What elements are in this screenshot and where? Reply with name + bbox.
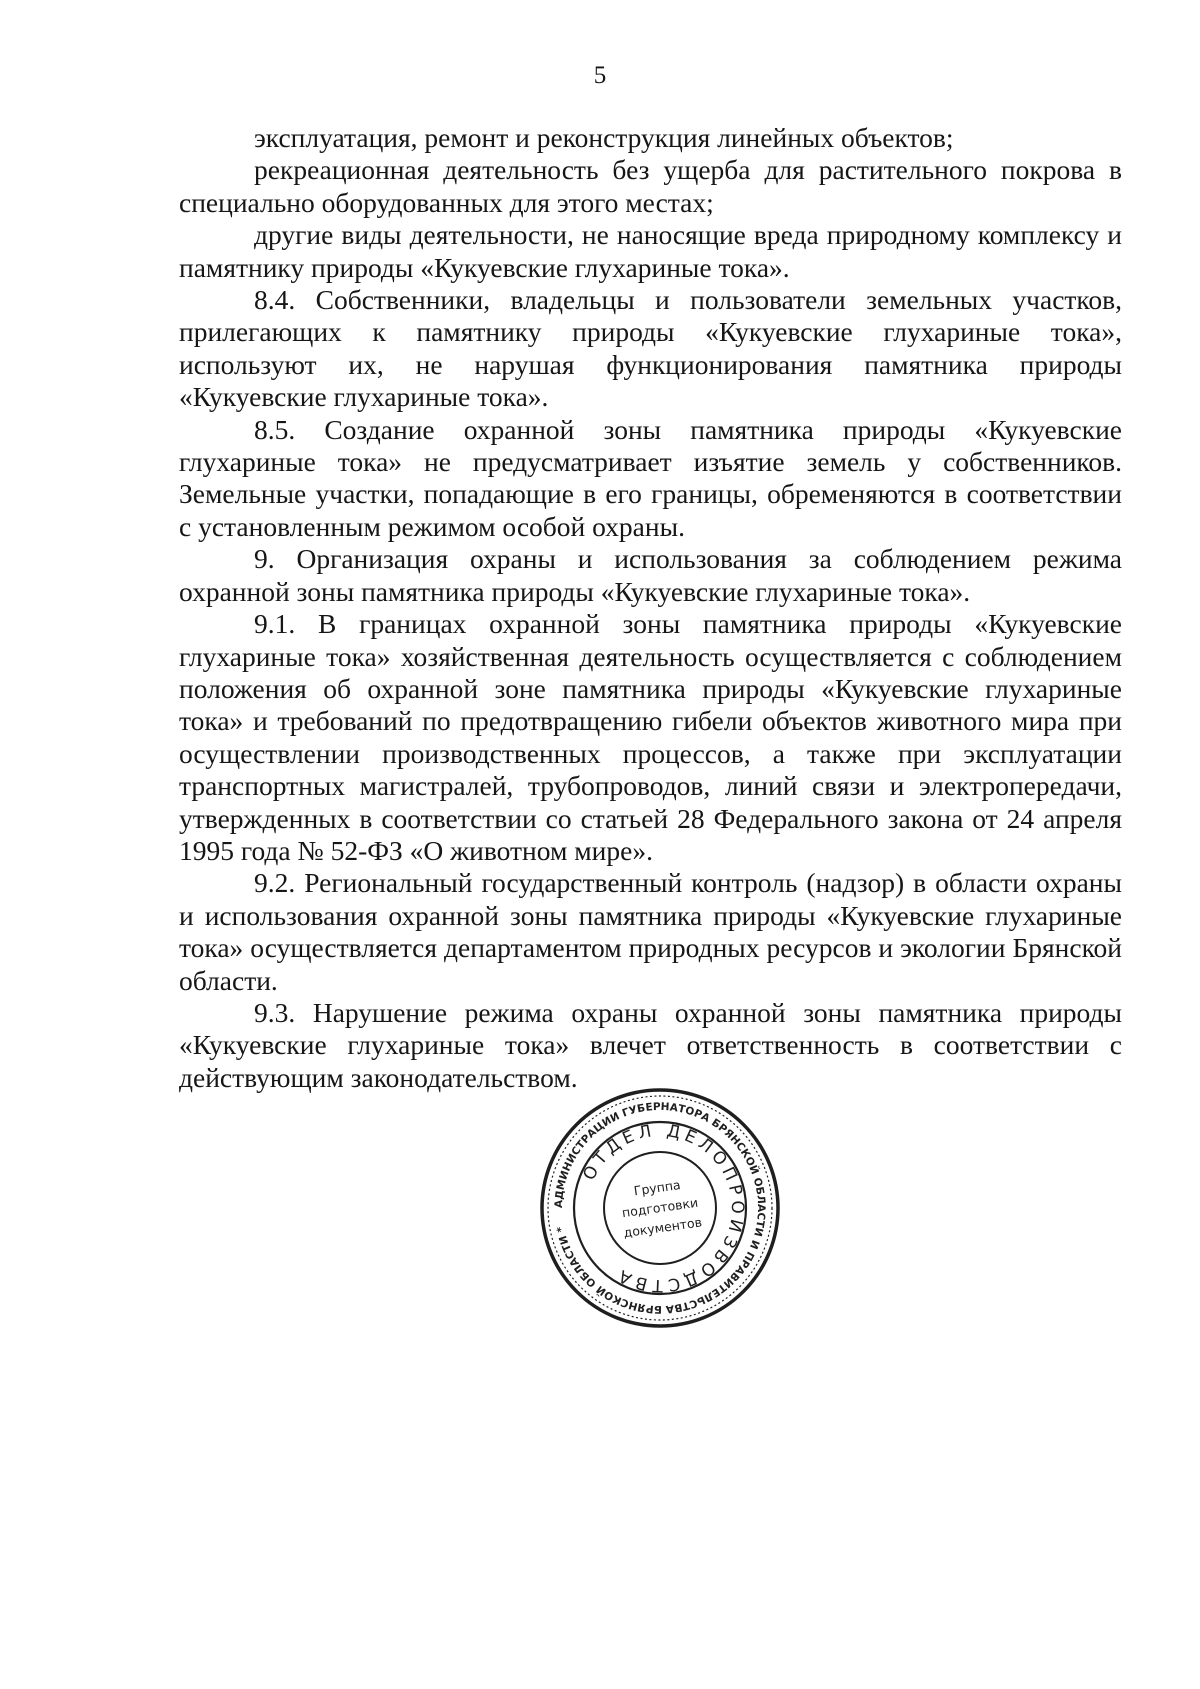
official-stamp <box>538 1086 782 1330</box>
stamp-center-line-2: подготовки <box>620 1194 699 1221</box>
paragraph-8-4: 8.4. Собственники, владельцы и пользователи земельных участков, прилегающих к памятнику природы «Кукуевские глухариные тока», используют их, не нарушая функционирования памятника природы «Кукуевские глухариные тока». <box>179 284 1122 413</box>
stamp-outer-text: АДМИНИСТРАЦИИ ГУБЕРНАТОРА БРЯНСКОЙ ОБЛАСТИ И ПРАВИТЕЛЬСТВА БРЯНСКОЙ ОБЛАСТИ * <box>552 1100 768 1316</box>
stamp-ring-text: ОТДЕЛ ДЕЛОПРОИЗВОДСТВА <box>579 1120 748 1296</box>
document-body <box>179 122 1122 1094</box>
page-number: 5 <box>593 62 607 89</box>
paragraph-8-5: 8.5. Создание охранной зоны памятника природы «Кукуевские глухариные тока» не предусматривает изъятие земель у собственников. Земельные участки, попадающие в его границы, обременяются в соответствии с установленным режимом особой охраны. <box>179 413 1122 542</box>
paragraph-9-1: 9.1. В границах охранной зоны памятника природы «Кукуевские глухариные тока» хозяйственная деятельность осуществляется с соблюдением положения об охранной зоне памятника природы «Кукуевские глухариные тока» и требований по предотвращению гибели объектов животного мира при осуществлении производственных процессов, а также при эксплуатации транспортных магистралей, трубопроводов, линий связи и электропередачи, утвержденных в соответствии со статьей 28 Федерального закона от 24 апреля 1995 года № 52-ФЗ «О животном мире». <box>179 608 1122 866</box>
paragraph-9-2: 9.2. Региональный государственный контроль (надзор) в области охраны и использования охранной зоны памятника природы «Кукуевские глухариные тока» осуществляется департаментом природных ресурсов и экологии Брянской области. <box>179 867 1122 996</box>
paragraph-operation: эксплуатация, ремонт и реконструкция линейных объектов; <box>254 122 954 153</box>
paragraph-9: 9. Организация охраны и использования за соблюдением режима охранной зоны памятника природы «Кукуевские глухариные тока». <box>179 543 1122 607</box>
stamp-seal-graphic <box>538 1086 782 1330</box>
paragraph-recreation: рекреационная деятельность без ущерба для растительного покрова в специально оборудованных для этого местах; <box>179 154 1122 218</box>
stamp-center-line-1: Группа <box>632 1177 682 1199</box>
stamp-center-line-3: документов <box>622 1214 703 1241</box>
paragraph-9-3: 9.3. Нарушение режима охраны охранной зоны памятника природы «Кукуевские глухариные тока» влечет ответственность в соответствии с действующим законодательством. <box>179 996 1122 1093</box>
paragraph-other-activities: другие виды деятельности, не наносящие вреда природному комплексу и памятнику природы «Кукуевские глухариные тока». <box>179 219 1122 283</box>
